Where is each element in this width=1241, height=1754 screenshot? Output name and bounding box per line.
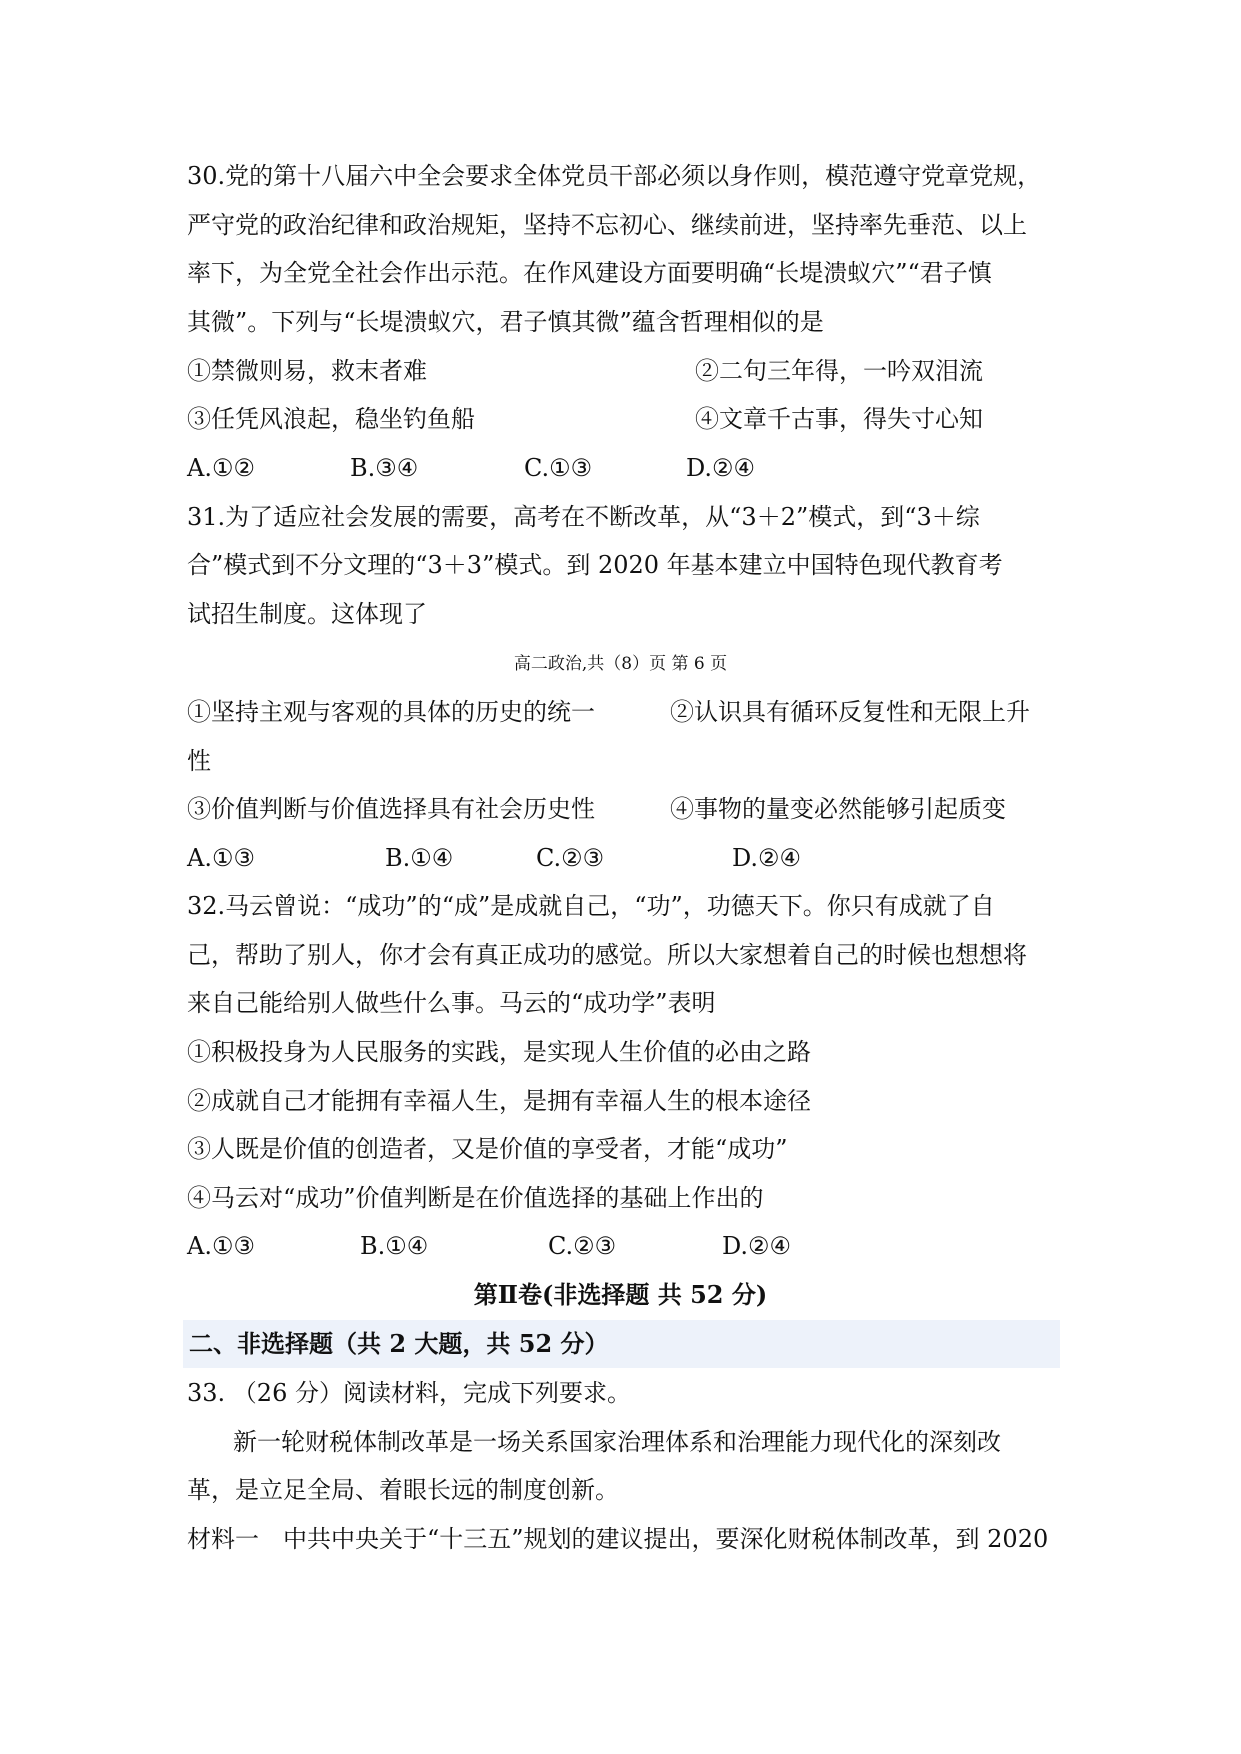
q30-line-2: 严守党的政治纪律和政治规矩，坚持不忘初心、继续前进，坚持率先垂范、以上 [187, 211, 1027, 239]
q32-option-4: ④马云对“成功”价值判断是在价值选择的基础上作出的 [187, 1184, 764, 1212]
q31-answer-d: D.②④ [732, 844, 802, 872]
q32-answer-b: B.①④ [360, 1232, 429, 1260]
q30-line-3: 率下，为全党全社会作出示范。在作风建设方面要明确“长堤溃蚁穴”“君子慎 [187, 259, 992, 287]
q31-line-3: 试招生制度。这体现了 [187, 600, 427, 628]
q32-option-1: ①积极投身为人民服务的实践，是实现人生价值的必由之路 [187, 1038, 811, 1066]
page-footer: 高二政治,共（8）页 第 6 页 [513, 654, 728, 674]
q32-option-2: ②成就自己才能拥有幸福人生，是拥有幸福人生的根本途径 [187, 1087, 811, 1115]
q31-answer-a: A.①③ [187, 844, 255, 872]
q31-line-1: 31.为了适应社会发展的需要，高考在不断改革，从“3＋2”模式，到“3＋综 [187, 503, 980, 531]
q30-option-1: ①禁微则易，救末者难 [187, 357, 427, 385]
q32-line-3: 来自己能给别人做些什么事。马云的“成功学”表明 [187, 989, 716, 1017]
q30-answer-a: A.①② [187, 454, 255, 482]
section-2-title: 二、非选择题（共 2 大题，共 52 分） [189, 1329, 609, 1358]
q32-line-2: 己，帮助了别人，你才会有真正成功的感觉。所以大家想着自己的时候也想想将 [187, 941, 1027, 969]
q31-option-4: ④事物的量变必然能够引起质变 [670, 795, 1006, 823]
q31-option-2-continued: 性 [187, 747, 211, 775]
q31-option-2: ②认识具有循环反复性和无限上升 [670, 698, 1030, 726]
q33-intro-line-2: 革，是立足全局、着眼长远的制度创新。 [187, 1476, 619, 1504]
part-2-title: 第Ⅱ卷(非选择题 共 52 分) [473, 1280, 768, 1309]
q32-option-3: ③人既是价值的创造者，又是价值的享受者，才能“成功” [187, 1135, 788, 1163]
q31-answer-c: C.②③ [536, 844, 605, 872]
q33-intro-line-1: 新一轮财税体制改革是一场关系国家治理体系和治理能力现代化的深刻改 [233, 1428, 1001, 1456]
q33-header: 33. （26 分）阅读材料，完成下列要求。 [187, 1379, 631, 1407]
q32-line-1: 32.马云曾说：“成功”的“成”是成就自己，“功”，功德天下。你只有成就了自 [187, 892, 995, 920]
q30-answer-b: B.③④ [350, 454, 419, 482]
q31-option-1: ①坚持主观与客观的具体的历史的统一 [187, 698, 595, 726]
q32-answer-a: A.①③ [187, 1232, 255, 1260]
section-2-header [183, 1320, 1060, 1368]
q31-option-3: ③价值判断与价值选择具有社会历史性 [187, 795, 595, 823]
q33-material-1: 材料一 中共中央关于“十三五”规划的建议提出，要深化财税体制改革，到 2020 [187, 1525, 1049, 1553]
q32-answer-d: D.②④ [722, 1232, 792, 1260]
q30-answer-d: D.②④ [686, 454, 756, 482]
q30-line-4: 其微”。下列与“长堤溃蚁穴，君子慎其微”蕴含哲理相似的是 [187, 308, 824, 336]
q30-option-4: ④文章千古事，得失寸心知 [695, 405, 983, 433]
q31-answer-b: B.①④ [385, 844, 454, 872]
q30-option-2: ②二句三年得，一吟双泪流 [695, 357, 983, 385]
q30-answer-c: C.①③ [524, 454, 593, 482]
q32-answer-c: C.②③ [548, 1232, 617, 1260]
q30-option-3: ③任凭风浪起，稳坐钓鱼船 [187, 405, 475, 433]
q30-line-1: 30.党的第十八届六中全会要求全体党员干部必须以身作则，模范遵守党章党规， [187, 162, 1042, 190]
q31-line-2: 合”模式到不分文理的“3＋3”模式。到 2020 年基本建立中国特色现代教育考 [187, 551, 1003, 579]
